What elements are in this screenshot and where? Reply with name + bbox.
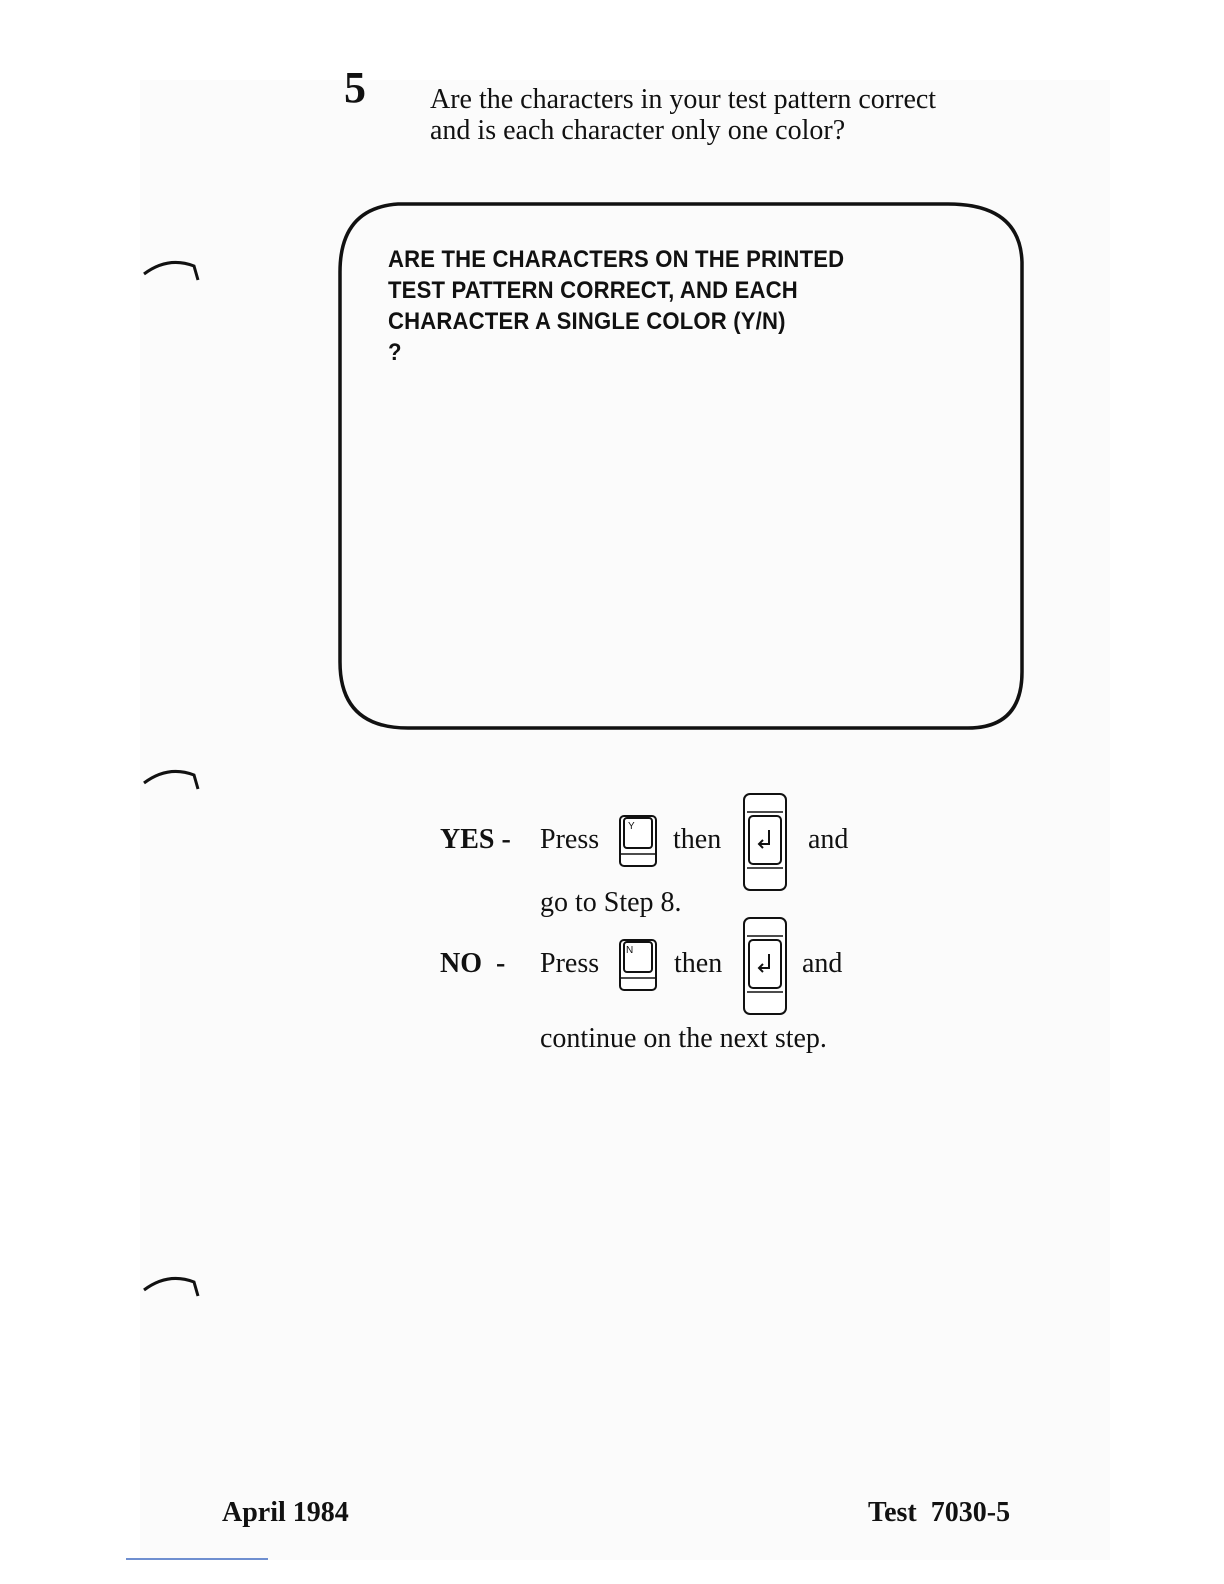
no-label: NO -: [440, 948, 506, 979]
n-keycap-icon: [617, 938, 661, 994]
screen-line: ?: [388, 339, 402, 366]
footer-test-id: Test 7030-5: [868, 1497, 1011, 1528]
binder-hole-icon: [142, 763, 202, 793]
binder-hole-icon: [142, 254, 202, 284]
no-next-text: continue on the next step.: [540, 1023, 827, 1054]
binder-hole-icon: [142, 1270, 202, 1300]
question-line: Are the characters in your test pattern correct: [430, 84, 937, 115]
question-line: and is each character only one color?: [430, 115, 846, 146]
keycap-letter: N: [626, 945, 634, 956]
yes-and-text: and: [808, 824, 849, 855]
step-question: [430, 84, 1050, 146]
keycap-letter: Y: [628, 821, 635, 832]
yes-label: YES -: [440, 824, 511, 855]
yes-press-text: Press: [540, 824, 600, 855]
step-number: 5: [344, 63, 366, 112]
bottom-rule: [126, 1558, 268, 1560]
yes-next-text: go to Step 8.: [540, 887, 682, 918]
no-press-text: Press: [540, 948, 600, 979]
footer-date: April 1984: [222, 1497, 349, 1528]
screen-prompt: [388, 244, 940, 368]
screen-line: ARE THE CHARACTERS ON THE PRINTED: [388, 246, 845, 273]
enter-key-icon: [741, 792, 789, 894]
yes-then-text: then: [673, 824, 722, 855]
no-and-text: and: [802, 948, 843, 979]
enter-key-icon: [741, 916, 789, 1018]
no-then-text: then: [674, 948, 723, 979]
y-keycap-icon: [617, 814, 661, 870]
screen-line: TEST PATTERN CORRECT, AND EACH: [388, 277, 798, 304]
screen-line: CHARACTER A SINGLE COLOR (Y/N): [388, 308, 786, 335]
